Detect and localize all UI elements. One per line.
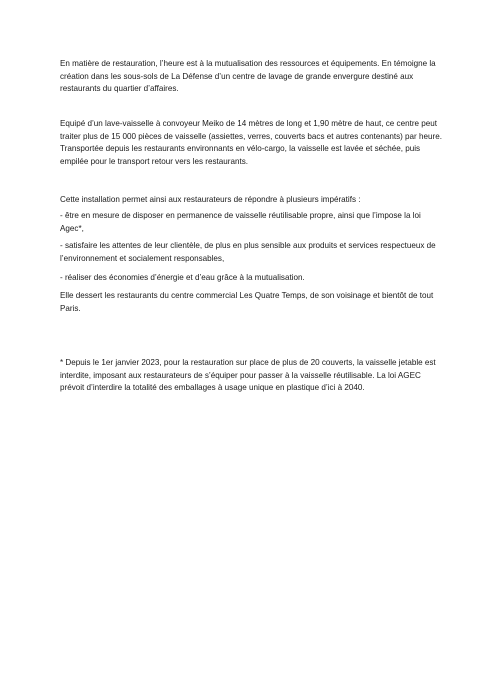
imperative-item-clientele: - satisfaire les attentes de leur clientèle, de plus en plus sensible aux produits et services respectueux de l’environnement et socialement responsables, xyxy=(60,241,436,263)
imperatives-intro-paragraph: Cette installation permet ainsi aux restaurateurs de répondre à plusieurs impératifs : xyxy=(60,195,361,204)
footnote-paragraph: * Depuis le 1er janvier 2023, pour la restauration sur place de plus de 20 couverts, la vaisselle jetable est interdite, imposant aux restaurateurs de s’équiper pour passer à la vaisselle réutilisable. La loi AGEC prévoit d’interdire la totalité des emballages à usage unique en plastique d’ici à 2040. xyxy=(60,358,436,393)
intro-paragraph: En matière de restauration, l’heure est à la mutualisation des ressources et équipements. En témoigne la création dans les sous-sols de La Défense d’un centre de lavage de grande envergure destiné aux restaurants du quartier d’affaires. xyxy=(60,59,436,94)
imperative-item-reusable: - être en mesure de disposer en permanence de vaisselle réutilisable propre, ainsi que l’impose la loi Agec*, xyxy=(60,211,421,233)
equipment-paragraph: Equipé d’un lave-vaisselle à convoyeur Meiko de 14 mètres de long et 1,90 mètre de haut, ce centre peut traiter plus de 15 000 pièces de vaisselle (assiettes, verres, couverts bacs et autres contenants) par heure. Transportée depuis les restaurants environnants en vélo-cargo, la vaisselle est lavée et séchée, puis empilée pour le transport retour vers les restaurants. xyxy=(60,119,442,166)
service-area-paragraph: Elle dessert les restaurants du centre commercial Les Quatre Temps, de son voisinage et bientôt de tout Paris. xyxy=(60,291,434,313)
imperative-item-savings: - réaliser des économies d’énergie et d’eau grâce à la mutualisation. xyxy=(60,273,305,282)
